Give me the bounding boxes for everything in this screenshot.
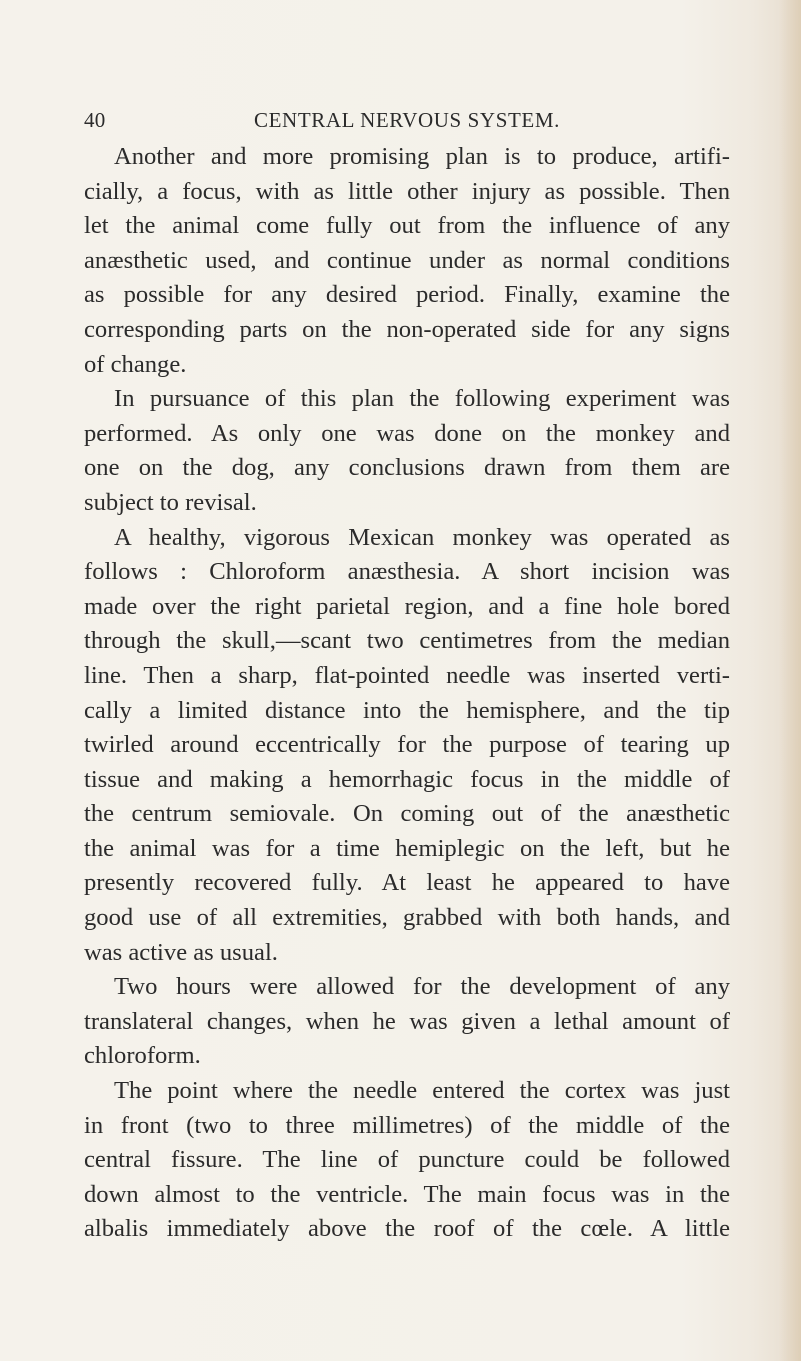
text-line: anæsthetic used, and continue under as normal conditions (84, 246, 730, 274)
text-line: twirled around eccentrically for the purpose of tearing up (84, 731, 730, 759)
page-header (84, 108, 730, 138)
text-line: as possible for any desired period. Finally, examine the (84, 281, 730, 309)
text-line: good use of all extremities, grabbed with both hands, and (84, 904, 730, 932)
text-line: A healthy, vigorous Mexican monkey was operated as (114, 523, 730, 551)
text-line: follows : Chloroform anæsthesia. A short incision was (84, 558, 730, 586)
running-head: CENTRAL NERVOUS SYSTEM. (254, 108, 560, 132)
text-line: through the skull,—scant two centimetres from the median (84, 627, 730, 655)
text-line: presently recovered fully. At least he appeared to have (84, 869, 730, 897)
text-line: let the animal come fully out from the influence of any (84, 212, 730, 240)
text-line: Two hours were allowed for the development of any (114, 973, 730, 1001)
text-line: In pursuance of this plan the following experiment was (114, 385, 730, 413)
text-line: chloroform. (84, 1042, 201, 1070)
text-line: of change. (84, 350, 187, 378)
text-line: tissue and making a hemorrhagic focus in the middle of (84, 765, 730, 793)
text-line: albalis immediately above the roof of the cœle. A little (84, 1215, 730, 1243)
text-line: made over the right parietal region, and a fine hole bored (84, 592, 730, 620)
text-line: subject to revisal. (84, 488, 257, 516)
text-line: in front (two to three millimetres) of the middle of the (84, 1111, 730, 1139)
text-line: the animal was for a time hemiplegic on the left, but he (84, 834, 730, 862)
text-line: cially, a focus, with as little other injury as possible. Then (84, 177, 730, 205)
page-edge-shadow (779, 0, 801, 1361)
text-line: central fissure. The line of puncture could be followed (84, 1146, 730, 1174)
text-line: the centrum semiovale. On coming out of the anæsthetic (84, 800, 730, 828)
text-line: cally a limited distance into the hemisphere, and the tip (84, 696, 730, 724)
text-line: was active as usual. (84, 938, 278, 966)
page-number: 40 (84, 108, 106, 132)
text-line: translateral changes, when he was given a lethal amount of (84, 1007, 730, 1035)
text-line: corresponding parts on the non-operated side for any signs (84, 315, 730, 343)
body-text (84, 140, 730, 1247)
text-line: one on the dog, any conclusions drawn from them are (84, 454, 730, 482)
text-line: performed. As only one was done on the monkey and (84, 419, 730, 447)
text-line: Another and more promising plan is to produce, artifi- (114, 143, 730, 170)
text-line: down almost to the ventricle. The main focus was in the (84, 1180, 730, 1208)
text-line: line. Then a sharp, flat-pointed needle was inserted verti- (84, 661, 730, 689)
text-line: The point where the needle entered the cortex was just (114, 1077, 730, 1105)
